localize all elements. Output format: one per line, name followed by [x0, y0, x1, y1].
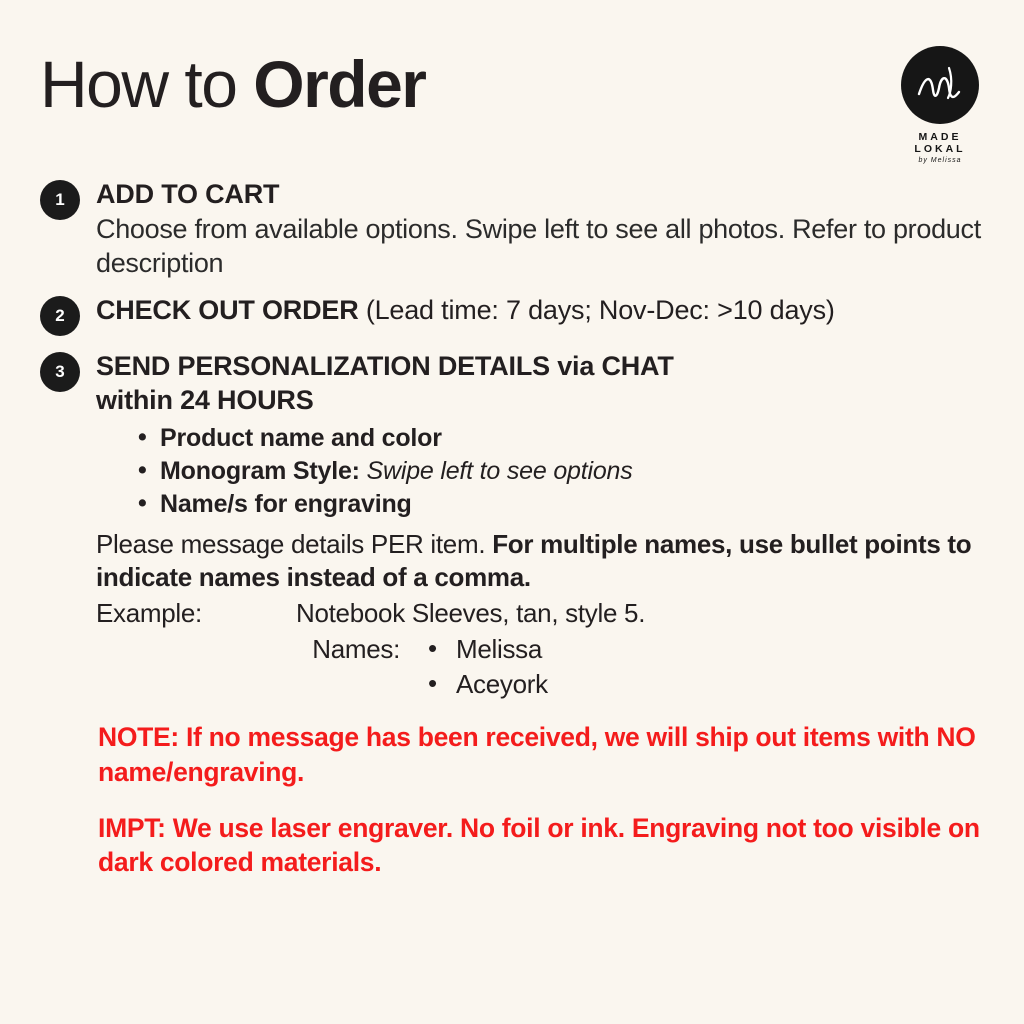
- logo-circle-icon: [901, 46, 979, 124]
- instruction-bold: For multiple names, use bullet points to indicate names instead of a comma.: [96, 528, 972, 593]
- steps-list: [40, 178, 984, 702]
- step-heading-suffix: (Lead time: 7 days; Nov-Dec: >10 days): [358, 295, 835, 326]
- bullet-italic-text: Swipe left to see options: [359, 457, 633, 486]
- step-description: Choose from available options. Swipe left to see all photos. Refer to product description: [96, 213, 981, 279]
- list-item: [138, 488, 984, 521]
- step-heading-text: CHECK OUT ORDER: [96, 295, 359, 326]
- names-list: [428, 632, 548, 702]
- example-row: [96, 597, 984, 631]
- header: [40, 36, 984, 164]
- step-heading: SEND PERSONALIZATION DETAILS via CHAT: [96, 351, 674, 382]
- list-item: • Aceyork: [428, 667, 548, 702]
- bullet-bold-text: Name/s for engraving: [160, 490, 412, 519]
- brand-logo: [896, 46, 984, 164]
- step-item: [40, 294, 984, 336]
- list-item: [138, 422, 984, 455]
- list-item: [138, 455, 984, 488]
- example-value: Notebook Sleeves, tan, style 5.: [296, 598, 646, 629]
- step-number-badge: 3: [40, 352, 80, 392]
- bullet-bold-text: Monogram Style:: [160, 457, 360, 486]
- logo-tagline: by Melissa: [918, 157, 962, 164]
- list-item: • Melissa: [428, 632, 548, 667]
- page-title-light: How to: [40, 47, 254, 121]
- step-number-badge: 2: [40, 296, 80, 336]
- logo-brand-name: MADE LOKAL: [914, 131, 966, 155]
- page-title: [40, 47, 426, 121]
- important-warning: IMPT: We use laser engraver. No foil or ink. Engraving not too visible on dark colored materials.: [98, 813, 980, 878]
- per-item-instruction: [96, 528, 984, 596]
- step-body: [96, 294, 984, 328]
- note-warning: NOTE: If no message has been received, we will ship out items with NO name/engraving.: [98, 722, 976, 787]
- step-item: [40, 178, 984, 280]
- instruction-normal: Please message details PER item.: [96, 528, 493, 559]
- step-heading-line2: within 24 HOURS: [96, 385, 314, 416]
- page-title-bold: Order: [253, 47, 426, 121]
- step-number-badge: 1: [40, 180, 80, 220]
- example-label: Example:: [96, 598, 202, 629]
- names-label: Names:: [312, 633, 400, 664]
- personalization-bullets: [96, 422, 984, 522]
- step-heading: [96, 294, 984, 328]
- step-body: [96, 350, 984, 702]
- bullet-bold-text: Product name and color: [160, 423, 442, 452]
- names-row: [96, 632, 984, 702]
- step-body: [96, 178, 984, 280]
- step-heading: ADD TO CART: [96, 179, 280, 209]
- step-item: [40, 350, 984, 702]
